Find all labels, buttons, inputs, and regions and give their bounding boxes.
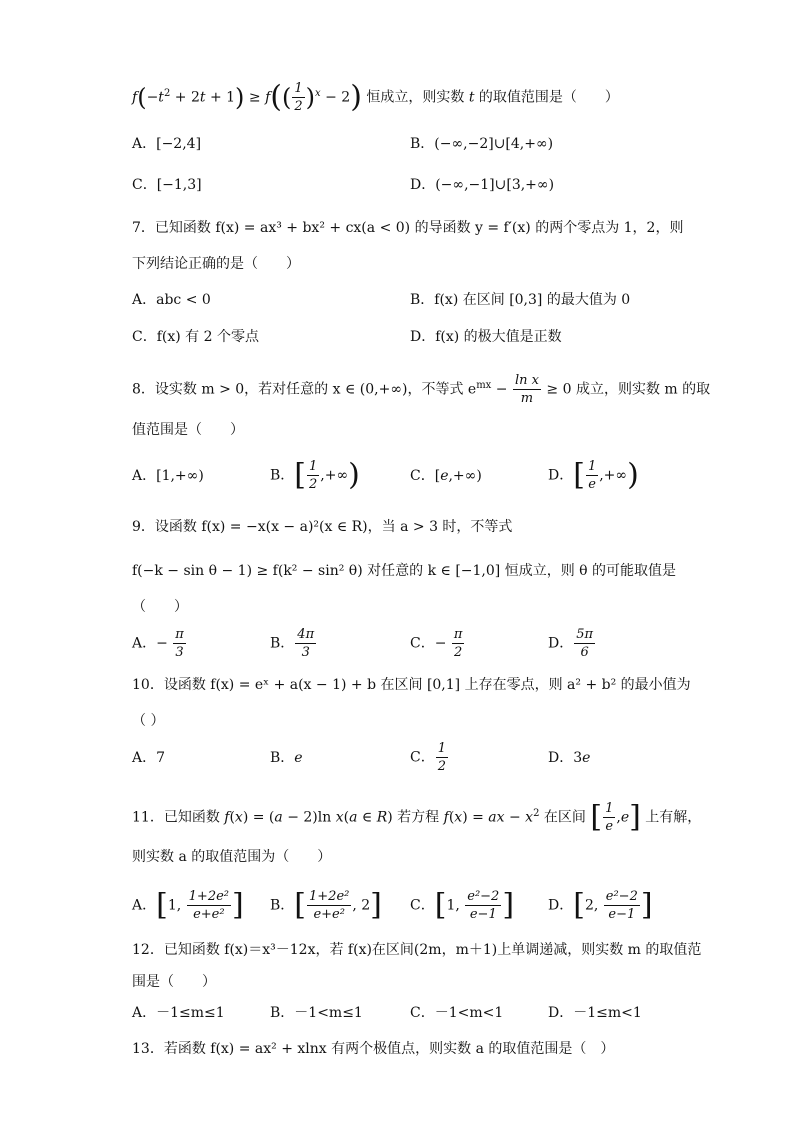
q11-stem-line1: 11．已知函数 f(x) = (a − 2)ln x(a ∈ R) 若方程 f(x) = ax − $x^2$ 在区间 [ $\frac{1}{e}$ ,e] 上有解， (132, 799, 702, 835)
q6-option-d[interactable]: D．(−∞,−1]∪[3,+∞) (410, 177, 555, 193)
q11-option-d[interactable]: D．[2, $\frac{\text{e²−2}}{e-1}$ ] (548, 887, 653, 923)
q8-option-b[interactable]: B．[ $\frac{1}{2}$ ,+∞) (270, 457, 360, 493)
q12-stem-line2: 围是（ ） (132, 974, 216, 990)
q11-option-b[interactable]: B．[ $\frac{\text{1+2e²}}{\text{e+e²}}$ , 2] (270, 887, 382, 923)
q10-option-c[interactable]: C． $\frac{1}{2}$ (410, 741, 446, 774)
q7-option-c[interactable]: C．f(x) 有 2 个零点 (132, 329, 259, 345)
q9-stem-line1: 9．设函数 f(x) = −x(x − a)²(x ∈ R)，当 a > 3 时，不等式 (132, 519, 513, 535)
q12-option-c[interactable]: C．－1<m<1 (410, 1005, 504, 1021)
q8-fraction: $\frac{\text{ln x}}{m}$ (514, 373, 539, 406)
q8-option-a[interactable]: A．[1,+∞) (132, 468, 204, 484)
q11-option-c[interactable]: C．[1, $\frac{\text{e²−2}}{e-1}$ ] (410, 887, 515, 923)
q10-option-d[interactable]: D．3e (548, 750, 591, 766)
q6-option-b[interactable]: B．(−∞,−2]∪[4,+∞) (410, 136, 554, 152)
q12-option-a[interactable]: A．－1≤m≤1 (132, 1005, 225, 1021)
q8-option-c[interactable]: C．[e,+∞) (410, 468, 482, 484)
q6-option-a[interactable]: A．[−2,4] (132, 136, 202, 152)
q8-stem-line1 (132, 372, 710, 407)
q8-text-c: ≥ 0 成立，则实数 m 的取 (541, 381, 711, 398)
q9-option-b[interactable]: B． $\frac{4\pi}{3}$ (270, 627, 315, 660)
q7-stem-line2: 下列结论正确的是（ ） (132, 256, 300, 272)
q11-option-a[interactable]: A．[1, $\frac{\text{1+2e²}}{\text{e+e²}}$ ] (132, 887, 244, 923)
q8-exponent: mx (476, 379, 492, 391)
q7-option-b[interactable]: B．f(x) 在区间 [0,3] 的最大值为 0 (410, 292, 631, 308)
q10-stem-line1: 10．设函数 f(x) = eˣ + a(x − 1) + b 在区间 [0,1] 上存在零点，则 a² + b² 的最小值为 (132, 677, 691, 693)
q13-stem-line1: 13．若函数 f(x) = ax² + xlnx 有两个极值点，则实数 a 的取值范围是（ ） (132, 1041, 615, 1057)
q6-stem: $f(-t^2 + 2t + 1) \ge f$(( $\frac{1}{2}$ )$^x$ − 2) 恒成立，则实数 t 的取值范围是（ ） (132, 79, 619, 115)
q12-stem-line1: 12．已知函数 f(x)＝x³－12x，若 f(x)在区间(2m，m＋1)上单调递减，则实数 m 的取值范 (132, 942, 702, 958)
q8-text-b: − (491, 381, 512, 398)
q6-option-c[interactable]: C．[−1,3] (132, 177, 202, 193)
q8-stem-line2: 值范围是（ ） (132, 422, 244, 438)
q11-stem-line2: 则实数 a 的取值范围为（ ） (132, 849, 332, 865)
q9-stem-line2: f(−k − sin θ − 1) ≥ f(k² − sin² θ) 对任意的 k ∈ [−1,0] 恒成立，则 θ 的可能取值是 (132, 563, 677, 579)
q8-option-d[interactable]: D．[ $\frac{1}{e}$ ,+∞) (548, 457, 639, 493)
q9-stem-line3: （ ） (132, 599, 188, 615)
q7-option-a[interactable]: A．abc < 0 (132, 292, 211, 308)
q10-stem-line2: （ ） (132, 713, 165, 729)
q7-option-d[interactable]: D．f(x) 的极大值是正数 (410, 329, 562, 345)
q9-option-c[interactable]: C．− $\frac{\pi}{2}$ (410, 627, 463, 660)
q9-option-a[interactable]: A．− $\frac{\pi}{3}$ (132, 627, 184, 660)
q8-text-a: 8．设实数 m > 0，若对任意的 x ∈ (0,+∞)，不等式 e (132, 381, 477, 398)
q9-option-d[interactable]: D． $\frac{5\pi}{6}$ (548, 627, 594, 660)
q7-stem-line1: 7．已知函数 f(x) = ax³ + bx² + cx(a < 0) 的导函数 y = f′(x) 的两个零点为 1，2，则 (132, 220, 684, 236)
q10-option-b[interactable]: B．e (270, 750, 303, 766)
q10-option-a[interactable]: A．7 (132, 750, 166, 766)
q12-option-d[interactable]: D．－1≤m<1 (548, 1005, 642, 1021)
q12-option-b[interactable]: B．－1<m≤1 (270, 1005, 363, 1021)
